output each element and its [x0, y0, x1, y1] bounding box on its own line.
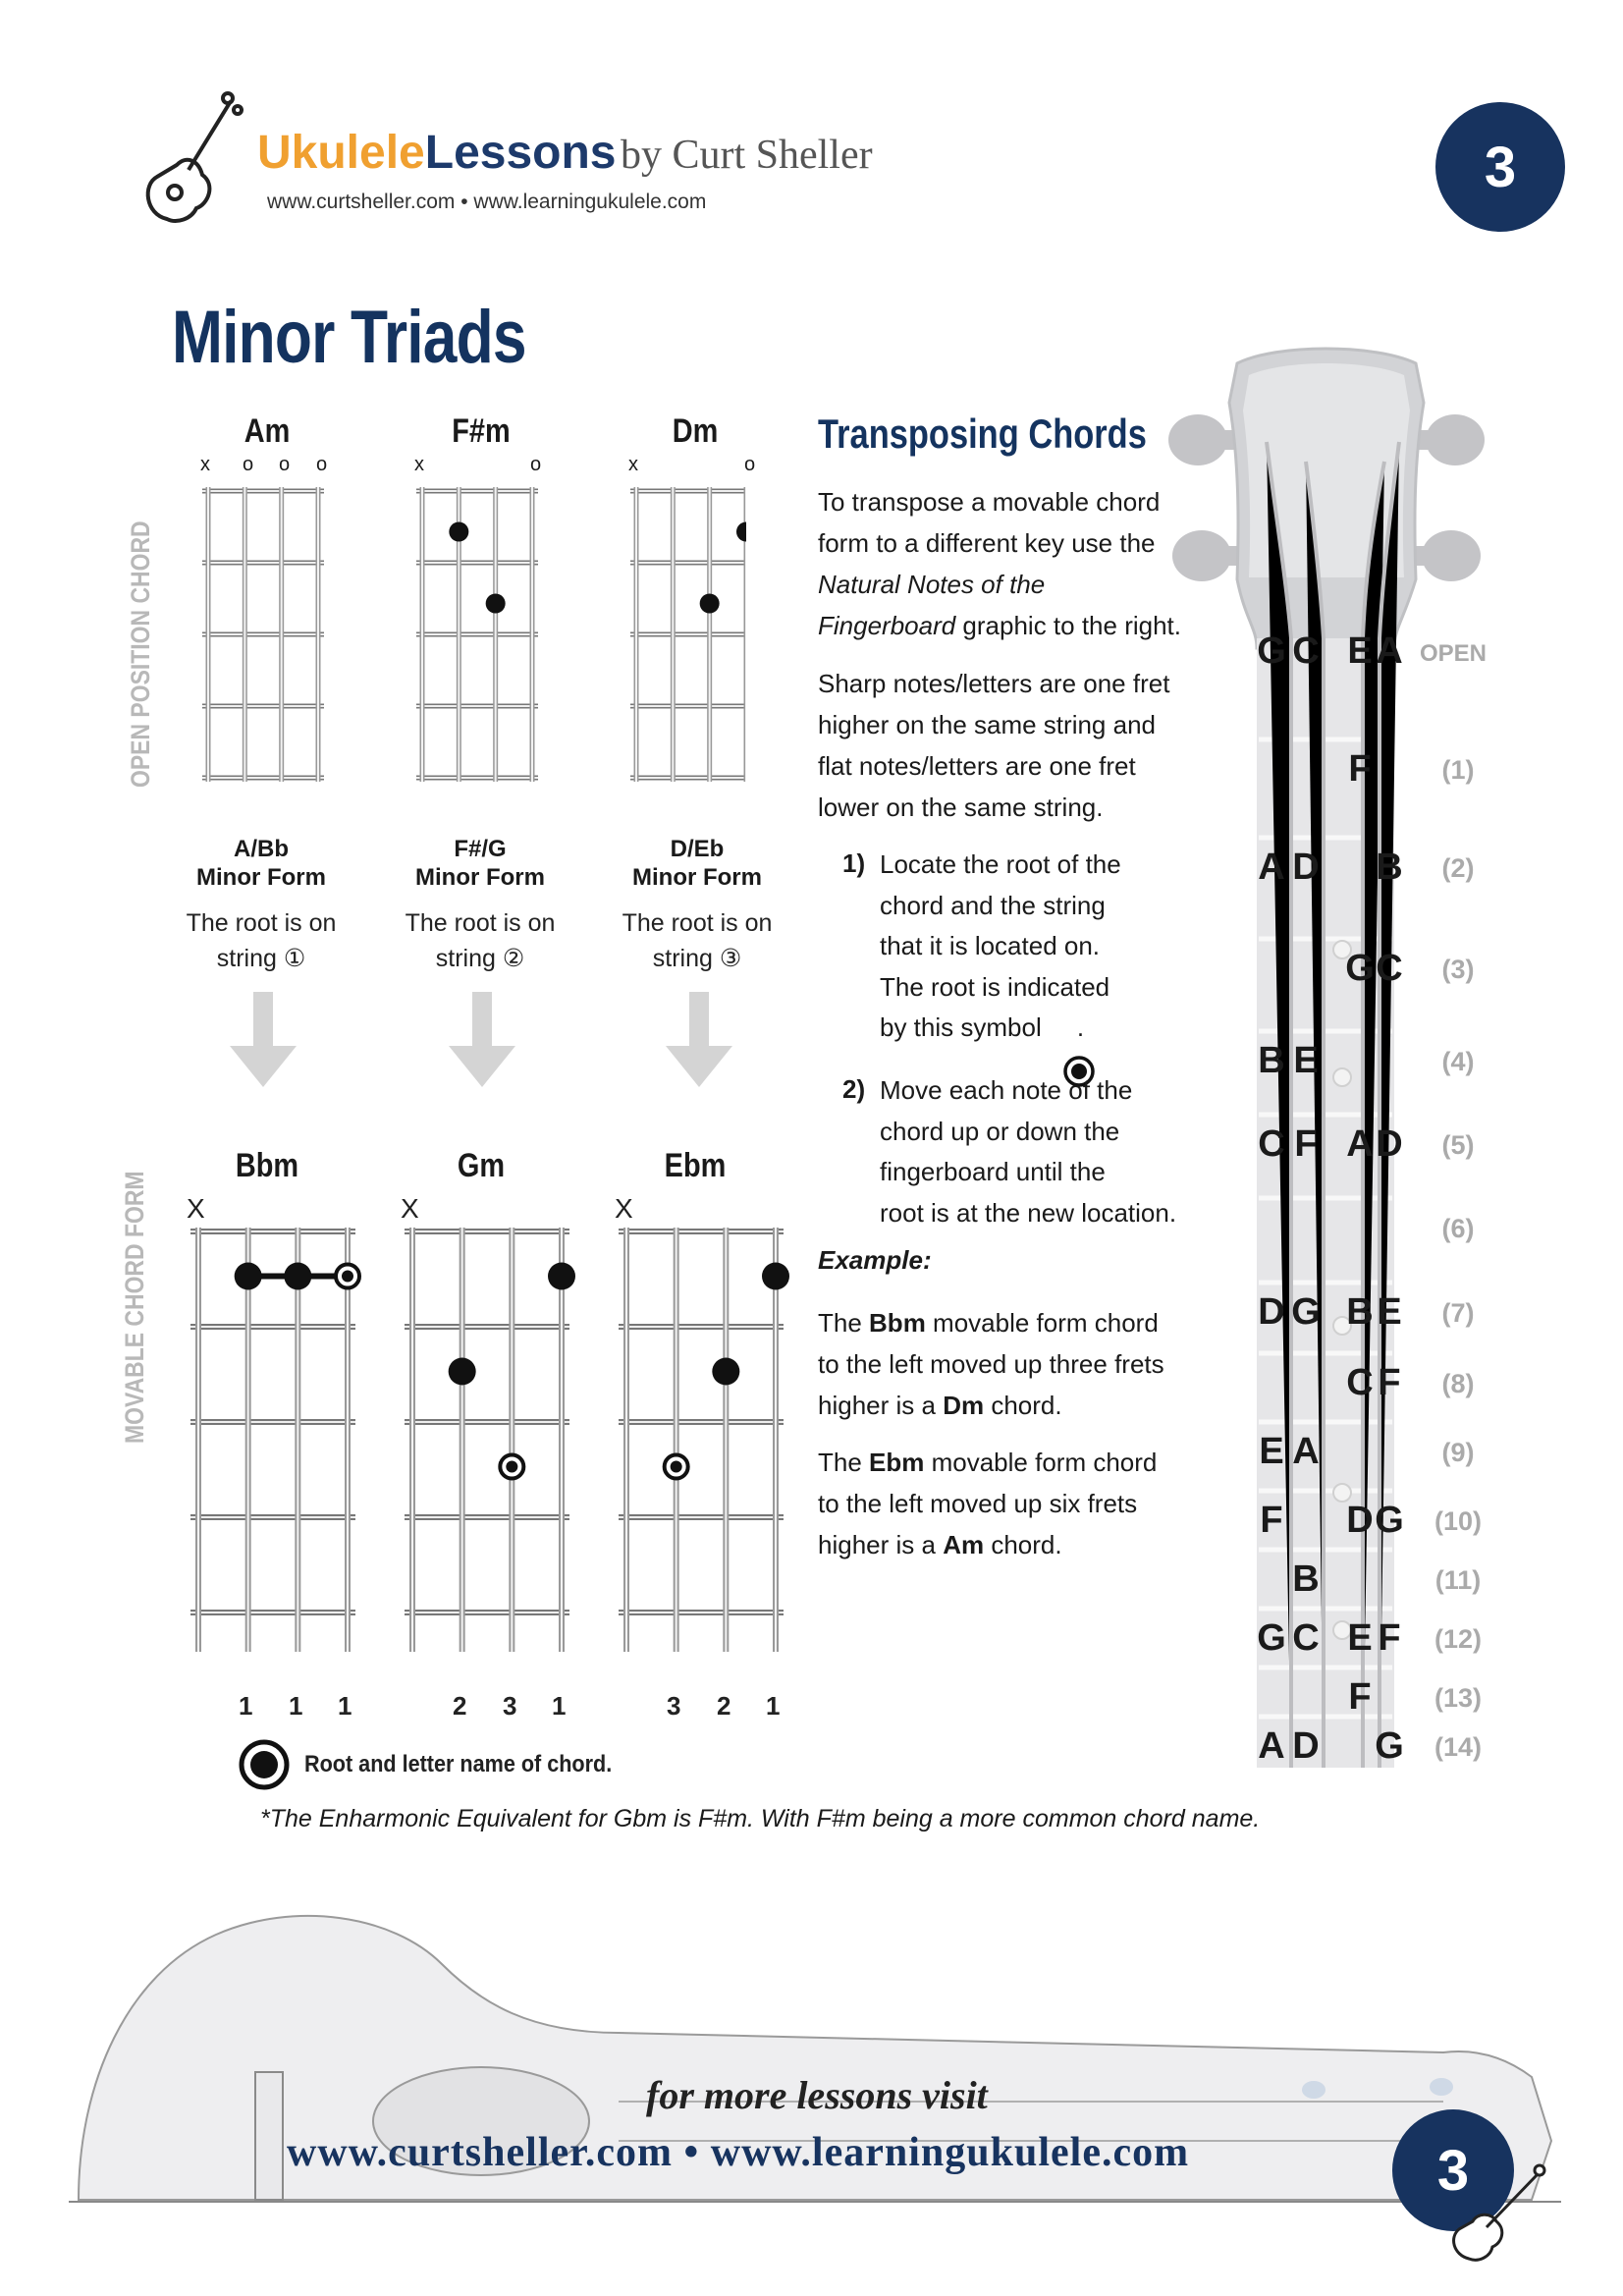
fingerboard-note: E [1377, 1291, 1402, 1333]
text-line: that it is located on. [880, 931, 1101, 960]
form-desc-2 [382, 905, 578, 976]
fingerboard-note: A [1258, 1725, 1285, 1767]
form-desc-line: string ③ [652, 945, 742, 972]
fingerboard-note: G [1257, 630, 1286, 672]
fret-label: (4) [1441, 1047, 1475, 1076]
text-line: fingerboard until the [880, 1157, 1106, 1186]
fret-label: (1) [1441, 755, 1475, 785]
footer-line-2: www.curtsheller.com • www.learningukulele.com [287, 2130, 1190, 2175]
string-marker: x [628, 454, 638, 475]
step-2-number: 2) [842, 1074, 866, 1104]
finger-dot [449, 1358, 476, 1386]
form-desc-3 [599, 905, 795, 976]
form-desc-line: The root is on [622, 909, 773, 937]
header-urls: www.curtsheller.com • www.learningukulele.com [267, 191, 707, 213]
brand-word-ukulele: Ukulele [257, 127, 425, 179]
footer-page-number-badge: 3 [1392, 2109, 1514, 2231]
form-title-line: Minor Form [632, 864, 762, 891]
finger-dot [712, 1358, 739, 1386]
down-arrow-icon [230, 992, 297, 1087]
fingerboard-note: A [1376, 630, 1403, 672]
finger-number: 2 [453, 1691, 467, 1721]
fingerboard-note: A [1258, 847, 1285, 888]
movable-chord-name-bbm: Bbm [235, 1147, 299, 1184]
finger-dot [700, 594, 720, 614]
legend-text: Root and letter name of chord. [304, 1751, 613, 1777]
text-line: chord and the string [880, 890, 1106, 920]
string-marker: o [530, 454, 542, 475]
text-line: to the left moved up six frets [818, 1489, 1138, 1518]
text-line: chord up or down the [880, 1116, 1120, 1146]
form-desc-line: string ② [435, 945, 525, 972]
fingerboard-note: F [1348, 1676, 1372, 1718]
text-run: chord. [984, 1391, 1062, 1420]
fingerboard-note: B [1346, 1291, 1374, 1333]
text-run: Dm [943, 1391, 985, 1420]
open-chord-name-am: Am [243, 412, 291, 450]
fret-label: (3) [1441, 955, 1475, 984]
mute-marker-bbm: X [187, 1193, 205, 1224]
fingerboard-note: F [1294, 1123, 1318, 1165]
finger-number: 1 [239, 1691, 253, 1721]
brand-title [257, 126, 873, 180]
root-note-center [342, 1271, 353, 1283]
footnote: *The Enharmonic Equivalent for Gbm is F#m. With F#m being a more common chord name. [260, 1805, 1261, 1832]
text-run: higher is a [818, 1391, 944, 1420]
text-line: Sharp notes/letters are one fret [818, 669, 1170, 698]
form-title-3 [599, 835, 795, 892]
form-title-line: Minor Form [415, 864, 545, 891]
finger-dot [762, 1263, 789, 1290]
fret-label: (5) [1441, 1130, 1475, 1160]
fingerboard-note: E [1259, 1431, 1284, 1472]
text-run: The [818, 1308, 870, 1338]
down-arrows [216, 992, 746, 1090]
finger-dot [736, 522, 746, 542]
text-line: form to a different key use the [818, 528, 1156, 558]
text-line: root is at the new location. [880, 1197, 1177, 1228]
form-title-line: D/Eb [670, 836, 725, 862]
fret-label: OPEN [1419, 640, 1488, 667]
step-1-number: 1) [842, 848, 866, 878]
fingerboard-note: A [1346, 1123, 1374, 1165]
mute-marker-gm: X [401, 1193, 419, 1224]
form-title-line: F#/G [454, 836, 507, 862]
finger-number: 1 [766, 1691, 781, 1721]
text-line: Natural Notes of the [818, 570, 1046, 599]
fret-label: (8) [1441, 1369, 1475, 1398]
finger-dot [235, 1263, 262, 1290]
fret-label: (7) [1441, 1298, 1475, 1328]
fingerboard-note: C [1292, 630, 1320, 672]
movable-chord-name-gm: Gm [457, 1147, 506, 1184]
fingerboard-note: D [1292, 1725, 1320, 1767]
form-title-2 [382, 835, 578, 892]
brand-author: by Curt Sheller [620, 133, 873, 178]
string-marker: x [414, 454, 424, 475]
fingerboard-note: F [1378, 1362, 1401, 1403]
text-run: by this symbol [880, 1012, 1042, 1042]
side-label-movable: MOVABLE CHORD FORM [120, 1171, 149, 1444]
finger-number: 1 [289, 1691, 303, 1721]
fret-label: (12) [1434, 1624, 1483, 1654]
finger-dot [284, 1263, 311, 1290]
down-arrow-icon [666, 992, 732, 1087]
fingerboard-note: C [1258, 1123, 1285, 1165]
text-line: by this symbol . [880, 1012, 1085, 1042]
form-title-line: A/Bb [234, 836, 289, 862]
open-chord-name-dm: Dm [672, 412, 719, 450]
text-run: chord. [984, 1530, 1062, 1559]
transposing-heading: Transposing Chords [818, 410, 1147, 457]
fingerboard-note: E [1347, 630, 1373, 672]
fret-label: (2) [1441, 853, 1475, 883]
fingerboard-note: G [1345, 948, 1375, 989]
form-desc-1 [163, 905, 359, 976]
fingerboard-note: G [1291, 1291, 1321, 1333]
mute-marker-ebm: X [615, 1193, 633, 1224]
text-run: Bbm [869, 1308, 926, 1338]
form-desc-line: The root is on [186, 909, 337, 937]
page-number-badge: 3 [1435, 102, 1565, 232]
fingerboard-note: E [1293, 1040, 1319, 1081]
fingerboard-note: G [1375, 1725, 1404, 1767]
side-label-open: OPEN POSITION CHORD [126, 520, 155, 788]
string-marker: x [200, 454, 210, 475]
fingerboard-note: F [1378, 1617, 1401, 1659]
fret-label: (6) [1441, 1214, 1475, 1243]
text-line: lower on the same string. [818, 793, 1104, 822]
finger-number: 3 [667, 1691, 681, 1721]
movable-chord-diagrams [187, 1228, 795, 1660]
open-chord-diagrams [196, 479, 746, 793]
root-symbol-icon [238, 1738, 291, 1791]
text-run: Am [943, 1530, 985, 1559]
footer-ukulele-icon [1447, 2153, 1565, 2270]
text-line: higher on the same string and [818, 710, 1156, 739]
finger-dot [449, 522, 468, 542]
fret-label: (14) [1434, 1732, 1483, 1762]
fret-label: (13) [1434, 1683, 1483, 1713]
string-marker: o [744, 454, 756, 475]
text-line: The root is indicated [880, 971, 1110, 1002]
fingerboard-note: C [1346, 1362, 1374, 1403]
fingerboard-note: D [1258, 1291, 1285, 1333]
fingerboard-note: B [1258, 1040, 1285, 1081]
fingerboard-note: D [1376, 1123, 1403, 1165]
fingerboard-note: C [1376, 948, 1403, 989]
form-title-1 [163, 835, 359, 892]
fingerboard-note: C [1292, 1617, 1320, 1659]
root-note-center [671, 1461, 682, 1473]
string-marker: o [243, 454, 254, 475]
fingerboard-note: D [1292, 847, 1320, 888]
text-line: to the left moved up three frets [818, 1349, 1164, 1379]
finger-number: 2 [717, 1691, 731, 1721]
text-run: graphic to the right. [955, 611, 1182, 640]
example-label: Example: [818, 1245, 932, 1275]
fret-label: (10) [1434, 1506, 1483, 1536]
fingerboard-note: B [1292, 1558, 1320, 1600]
open-chord-name-fsharpm: F#m [452, 412, 511, 450]
down-arrow-icon [449, 992, 515, 1087]
movable-chord-name-ebm: Ebm [664, 1147, 727, 1184]
finger-number: 1 [338, 1691, 352, 1721]
text-run: movable form chord [925, 1308, 1159, 1338]
string-marker: o [316, 454, 328, 475]
footer-line-1: for more lessons visit [646, 2073, 988, 2117]
text-run: Fingerboard [818, 611, 956, 640]
fingerboard-note: G [1257, 1617, 1286, 1659]
text-line: Locate the root of the [880, 849, 1121, 879]
text-line: flat notes/letters are one fret [818, 751, 1136, 781]
form-desc-line: The root is on [405, 909, 556, 937]
fingerboard-note: D [1346, 1500, 1374, 1541]
header-ukulele-logo [137, 86, 245, 234]
finger-number: 3 [503, 1691, 517, 1721]
form-desc-line: string ① [216, 945, 306, 972]
fingerboard-note: G [1375, 1500, 1404, 1541]
position-dot [1333, 1068, 1351, 1086]
fret-label: (11) [1434, 1565, 1482, 1595]
text-run: movable form chord [924, 1448, 1158, 1477]
form-title-line: Minor Form [196, 864, 326, 891]
finger-number: 1 [552, 1691, 567, 1721]
string-marker: o [279, 454, 291, 475]
finger-dot [486, 594, 506, 614]
fingerboard-note: F [1260, 1500, 1283, 1541]
fret-label: (9) [1441, 1438, 1475, 1467]
finger-dot [548, 1263, 575, 1290]
text-line: Move each note of the [880, 1075, 1133, 1105]
page-title: Minor Triads [172, 296, 526, 379]
brand-word-lessons: Lessons [424, 127, 617, 179]
fingerboard-note: B [1376, 847, 1403, 888]
fingerboard-note: F [1348, 748, 1372, 790]
text-run: The [818, 1448, 870, 1477]
text-run: higher is a [818, 1530, 944, 1559]
fingerboard-note: A [1292, 1431, 1320, 1472]
fingerboard-note: E [1347, 1617, 1373, 1659]
fingerboard-graphic [1159, 324, 1512, 1777]
root-note-center [506, 1461, 517, 1473]
text-run: Ebm [869, 1448, 925, 1477]
text-line: To transpose a movable chord [818, 487, 1161, 517]
